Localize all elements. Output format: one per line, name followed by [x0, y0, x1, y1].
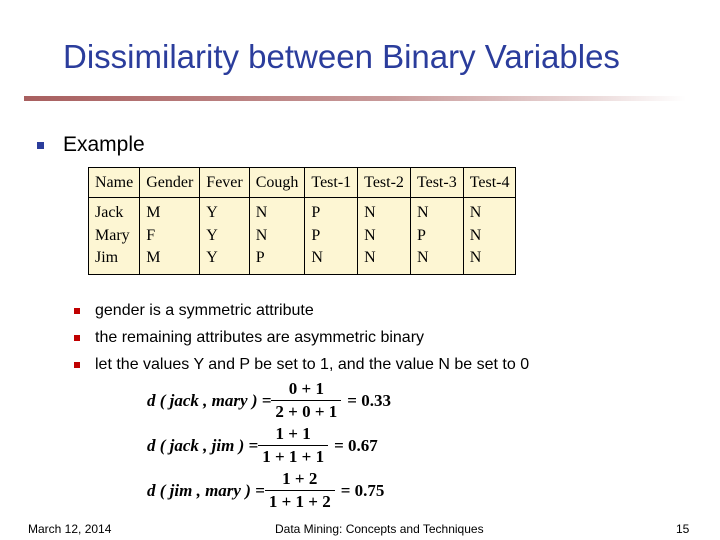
table-cell: N	[469, 249, 482, 266]
list-item-text: let the values Y and P be set to 1, and the value N be set to 0	[95, 355, 530, 373]
square-bullet-icon	[74, 308, 80, 314]
table-cell: N	[469, 226, 482, 244]
formula-result: = 0.67	[334, 435, 378, 455]
header-cell: Test-4	[463, 168, 516, 198]
table-cell: N	[416, 204, 429, 221]
formula-lhs: d ( jack , mary ) =	[147, 390, 272, 410]
table-cell: P	[311, 226, 321, 244]
table-cell: P	[311, 204, 321, 221]
table-cell: M	[146, 204, 161, 221]
formula-lhs: d ( jim , mary ) =	[147, 480, 265, 500]
formula-jack-jim	[147, 425, 384, 466]
test3-column	[410, 198, 463, 275]
square-bullet-icon	[74, 362, 80, 368]
header-cell: Test-3	[410, 168, 463, 198]
denominator: 1 + 1 + 2	[265, 490, 335, 511]
header-cell: Test-1	[305, 168, 358, 198]
formula-jim-mary	[147, 470, 390, 511]
numerator: 0 + 1	[288, 379, 324, 398]
list-item	[74, 297, 529, 324]
table-body-row	[89, 198, 516, 275]
list-item-text: the remaining attributes are asymmetric binary	[95, 328, 425, 346]
square-bullet-icon	[74, 335, 80, 341]
denominator: 2 + 0 + 1	[271, 400, 341, 421]
table-cell: Jim	[95, 249, 119, 266]
numerator: 1 + 2	[282, 469, 318, 488]
numerator: 1 + 1	[275, 424, 311, 443]
title-underline	[24, 96, 686, 101]
fever-column	[200, 198, 249, 275]
fraction	[265, 470, 335, 511]
table-cell: F	[146, 226, 156, 244]
list-item	[74, 351, 529, 378]
test2-column	[358, 198, 411, 275]
table-cell: Jack	[95, 204, 124, 221]
table-cell: N	[364, 226, 376, 244]
page-number: 15	[676, 522, 690, 536]
list-item	[74, 324, 529, 351]
table-cell: N	[311, 249, 323, 266]
table-cell: N	[364, 249, 376, 266]
header-cell: Cough	[249, 168, 305, 198]
footer-course-title: Data Mining: Concepts and Techniques	[275, 522, 484, 536]
slide-title: Dissimilarity between Binary Variables	[63, 38, 620, 75]
table-cell: P	[255, 249, 265, 266]
header-cell: Fever	[200, 168, 249, 198]
table-header-row	[89, 168, 516, 198]
denominator: 1 + 1 + 1	[258, 445, 328, 466]
header-cell: Gender	[140, 168, 200, 198]
table-cell: P	[416, 226, 426, 244]
table-cell: N	[469, 204, 482, 221]
table-cell: N	[364, 204, 376, 221]
table-cell: Y	[206, 249, 218, 266]
list-item-text: gender is a symmetric attribute	[95, 301, 314, 319]
formula-jack-mary	[147, 380, 397, 421]
header-cell: Test-2	[358, 168, 411, 198]
table-cell: N	[416, 249, 429, 266]
formula-lhs: d ( jack , jim ) =	[147, 435, 259, 455]
table-cell: Mary	[95, 226, 130, 244]
gender-column	[140, 198, 200, 275]
table-cell: N	[255, 204, 268, 221]
header-cell: Name	[89, 168, 140, 198]
fraction	[271, 380, 341, 421]
sub-bullet-list	[74, 297, 529, 378]
table-cell: M	[146, 249, 161, 266]
example-bullet	[37, 133, 145, 157]
table-cell: Y	[206, 204, 218, 221]
table-cell: Y	[206, 226, 218, 244]
fraction	[258, 425, 328, 466]
test1-column	[305, 198, 358, 275]
footer-date: March 12, 2014	[28, 522, 112, 536]
cough-column	[249, 198, 305, 275]
name-column	[89, 198, 140, 275]
example-label: Example	[63, 133, 145, 156]
formula-result: = 0.33	[347, 390, 391, 410]
square-bullet-icon	[37, 142, 44, 149]
formula-result: = 0.75	[340, 480, 385, 500]
patient-table	[88, 167, 516, 275]
test4-column	[463, 198, 516, 275]
table-cell: N	[255, 226, 268, 244]
